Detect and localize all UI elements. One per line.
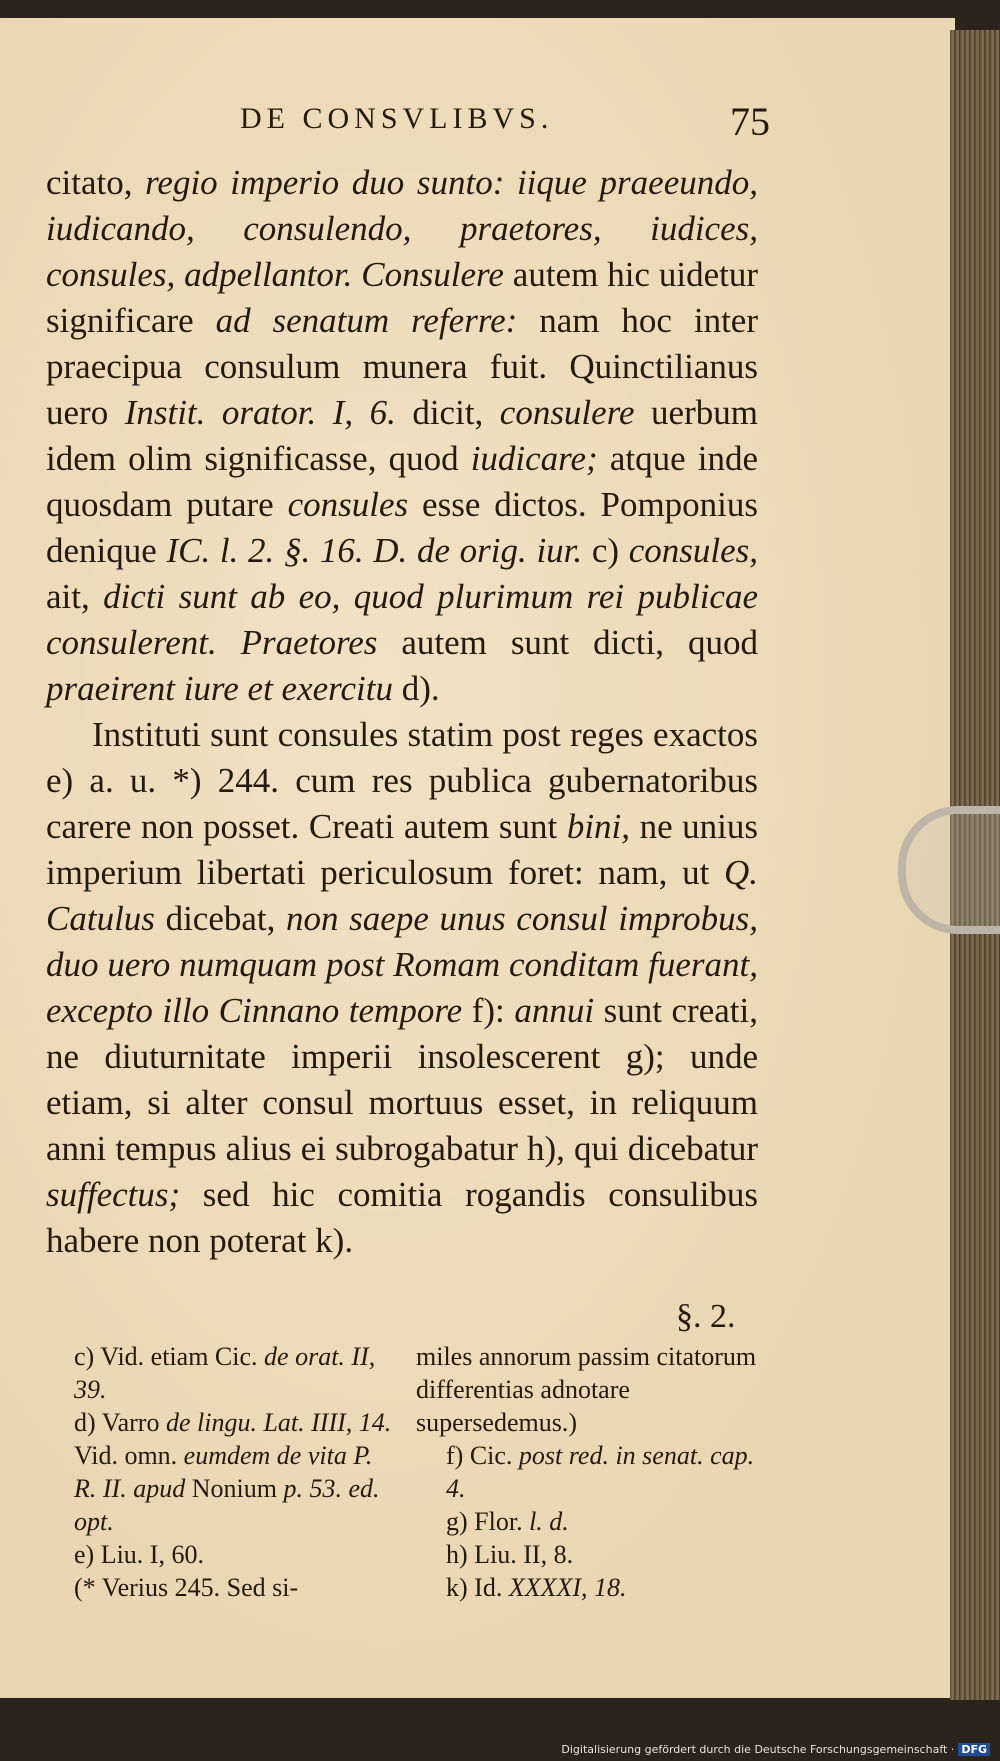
text-run-italic: annui — [514, 991, 595, 1030]
text-run: miles annorum passim citatorum differentias adnotare supersedemus.) — [416, 1342, 757, 1437]
text-run-italic: praeirent iure et exercitu — [46, 669, 393, 708]
digitization-credit — [561, 1743, 990, 1756]
footnote-star-continued — [416, 1340, 766, 1439]
footnote-d — [44, 1406, 394, 1538]
running-head: DE CONSVLIBVS. — [240, 102, 554, 135]
text-run-italic: de orat. II, 39. — [74, 1342, 376, 1404]
text-run: dicebat, — [154, 899, 287, 938]
text-run: f): — [462, 991, 515, 1030]
text-run-italic: Consulere — [361, 255, 504, 294]
footnote-g — [416, 1505, 766, 1538]
text-run-italic: XXXXI, 18. — [508, 1573, 627, 1602]
footnote-e — [44, 1538, 394, 1571]
text-run: g) Flor. — [446, 1507, 530, 1536]
footnotes-left-column — [44, 1340, 394, 1604]
text-run: dicit, — [395, 393, 500, 432]
text-run: c) — [582, 531, 629, 570]
text-run: nam hoc inter praecipua consulum munera fuit. Quinctilianus uero — [46, 301, 758, 432]
text-run-italic: dicti sunt ab eo, quod plurimum rei publicae consulerent. Praetores — [46, 577, 758, 662]
footnote-c — [44, 1340, 394, 1406]
text-run: ne unius imperium libertati periculosum foret: nam, ut — [46, 807, 758, 892]
text-run-italic: Instit. orator. I, 6. — [124, 393, 396, 432]
text-run: atque inde quosdam putare — [46, 439, 759, 524]
page-number: 75 — [730, 99, 770, 144]
text-run-italic: p. 53. ed. opt. — [74, 1474, 380, 1536]
text-run-italic: consulere — [499, 393, 635, 432]
text-run-italic: regio imperio duo sunto: iique praeeundo, iudicando, consulendo, praetores, iudices, consules, adpellantor. — [46, 163, 758, 294]
text-run-italic: IC. l. 2. §. 16. D. de orig. iur. — [166, 531, 583, 570]
text-run: uerbum idem olim significasse, quod — [46, 393, 758, 478]
text-run: sed hic comitia rogandis consulibus habere non poterat k). — [46, 1175, 758, 1260]
text-run — [352, 255, 361, 294]
text-run: ait, — [46, 577, 104, 616]
text-run-italic: l. d. — [529, 1507, 569, 1536]
text-run: Vid. omn. — [74, 1441, 184, 1470]
text-run: Nonium — [185, 1474, 284, 1503]
text-run-italic: post red. in senat. cap. 4. — [446, 1441, 755, 1503]
paragraph-1 — [46, 160, 758, 712]
text-run: Instituti sunt consules statim post reges exactos e) a. u. *) 244. cum res publica gubernatoribus carere non posset. Creati autem sunt — [46, 715, 758, 846]
text-run-italic: bini, — [566, 807, 631, 846]
text-run: e) Liu. I, 60. — [74, 1540, 204, 1569]
text-run: autem sunt dicti, quod — [377, 623, 758, 662]
text-run-italic: non saepe unus consul improbus, duo uero numquam post Romam conditam fuerant, excepto illo Cinnano tempore — [46, 899, 758, 1030]
text-run: f) Cic. — [446, 1441, 519, 1470]
section-mark: §. 2. — [676, 1298, 736, 1335]
text-run-italic: Q. Catulus — [46, 853, 758, 938]
text-run: citato, — [46, 163, 146, 202]
page-clip — [898, 806, 1000, 934]
footnote-f — [416, 1439, 766, 1505]
text-run: sunt creati, ne diuturnitate imperii insolescerent g); unde etiam, si alter consul mortuus esset, in reliquum anni tempus alius ei subrogabatur h), qui dicebatur — [46, 991, 758, 1168]
credit-text: Digitalisierung gefördert durch die Deutsche Forschungsgemeinschaft · — [561, 1743, 955, 1756]
text-run: k) Id. — [446, 1573, 509, 1602]
text-run-italic: iudicare; — [470, 439, 598, 478]
text-run: d) Varro — [74, 1408, 166, 1437]
page-header — [240, 90, 800, 150]
text-run-italic: suffectus; — [46, 1175, 181, 1214]
text-run: d). — [392, 669, 440, 708]
footnote-k — [416, 1571, 766, 1604]
text-run: h) Liu. II, 8. — [446, 1540, 574, 1569]
text-run-italic: consules — [287, 485, 409, 524]
book-page — [0, 18, 955, 1698]
paragraph-2 — [46, 712, 758, 1264]
footnote-h — [416, 1538, 766, 1571]
text-run-italic: de lingu. Lat. IIII, 14. — [165, 1408, 392, 1437]
text-run: (* Verius 245. Sed si- — [74, 1573, 299, 1602]
text-run-italic: consules, — [628, 531, 758, 570]
footnotes-right-column — [416, 1340, 766, 1604]
main-text — [46, 160, 758, 1264]
text-run-italic: ad senatum referre: — [215, 301, 518, 340]
text-run: autem hic uidetur significare — [46, 255, 759, 340]
text-run-italic: eumdem de vita P. R. II. apud — [74, 1441, 373, 1503]
footnote-star — [44, 1571, 394, 1604]
text-run: c) Vid. etiam Cic. — [74, 1342, 265, 1371]
text-run: esse dictos. Pomponius denique — [46, 485, 759, 570]
dfg-logo-icon: DFG — [958, 1743, 990, 1756]
